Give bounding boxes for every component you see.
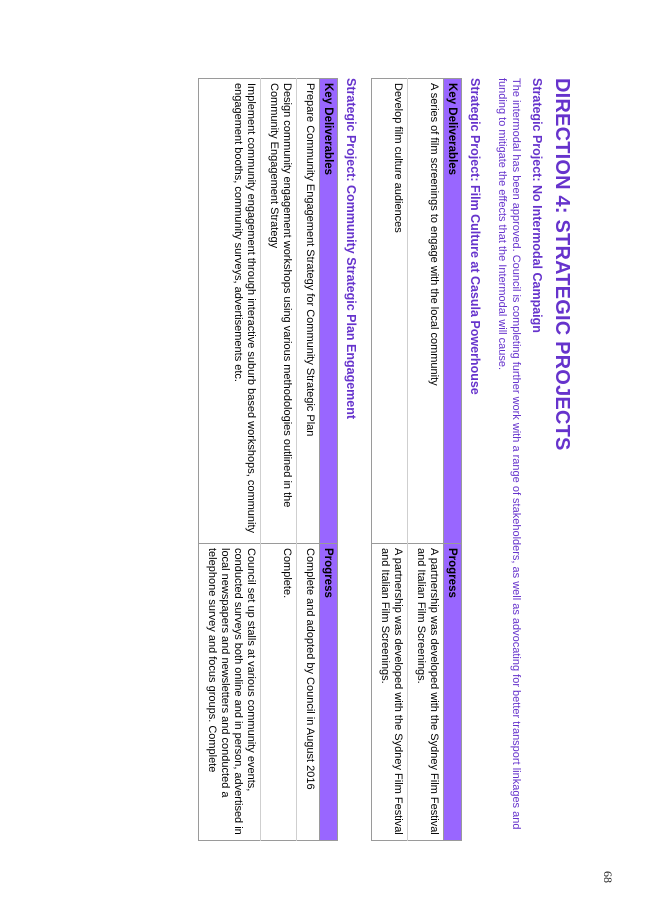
deliverable-cell: Prepare Community Engagement Strategy for Community Strategic Plan	[297, 79, 320, 544]
deliverable-cell: Design community engagement workshops using various methodologies outlined in the Community Engagement Strategy	[261, 79, 297, 544]
table-row	[372, 79, 408, 841]
column-header-deliverables: Key Deliverables	[320, 79, 338, 544]
table-row	[261, 79, 297, 841]
column-header-progress: Progress	[444, 544, 462, 841]
table-row	[199, 79, 261, 841]
table-row	[408, 79, 444, 841]
section-film-culture	[371, 78, 482, 850]
film-culture-table	[371, 78, 462, 841]
section-heading-csp-engagement: Strategic Project: Community Strategic Plan Engagement	[344, 78, 358, 420]
table-header-row	[320, 79, 338, 841]
progress-cell: Council set up stalls at various community events, conducted surveys both online and in person, advertised in local newspapers and newsletters and conducted a telephone survey and focus groups. Complete	[199, 544, 261, 841]
progress-cell: Complete.	[261, 544, 297, 841]
column-header-progress: Progress	[320, 544, 338, 841]
progress-cell: A partnership was developed with the Sydney Film Festival and Italian Film Screenings.	[408, 544, 444, 841]
page-content	[198, 78, 573, 850]
csp-engagement-table	[198, 78, 338, 841]
section-heading-film-culture: Strategic Project: Film Culture at Casula Powerhouse	[468, 78, 482, 395]
section-csp-engagement	[198, 78, 358, 850]
intermodal-intro-text: The intermodal has been approved. Council is completing further work with a range of stakeholders, as well as advocating for better transport linkages and funding to mitigate the effects that the Intermodal will cause.	[496, 78, 522, 830]
table-header-row	[444, 79, 462, 841]
deliverable-cell: Implement community engagement through interactive suburb based workshops, community engagement booths, community surveys, advertisements etc.	[199, 79, 261, 544]
progress-cell: Complete and adopted by Council in August 2016	[297, 544, 320, 841]
page-title: DIRECTION 4: STRATEGIC PROJECTS	[551, 78, 573, 451]
page-number: 68	[601, 871, 615, 883]
deliverable-cell: Develop film culture audiences	[372, 79, 408, 544]
table-row	[297, 79, 320, 841]
column-header-deliverables: Key Deliverables	[444, 79, 462, 544]
deliverable-cell: A series of film screenings to engage with the local community	[408, 79, 444, 544]
section-heading-intermodal: Strategic Project: No Intermodal Campaign	[530, 78, 544, 333]
progress-cell: A partnership was developed with the Sydney Film Festival and Italian Film Screenings.	[372, 544, 408, 841]
